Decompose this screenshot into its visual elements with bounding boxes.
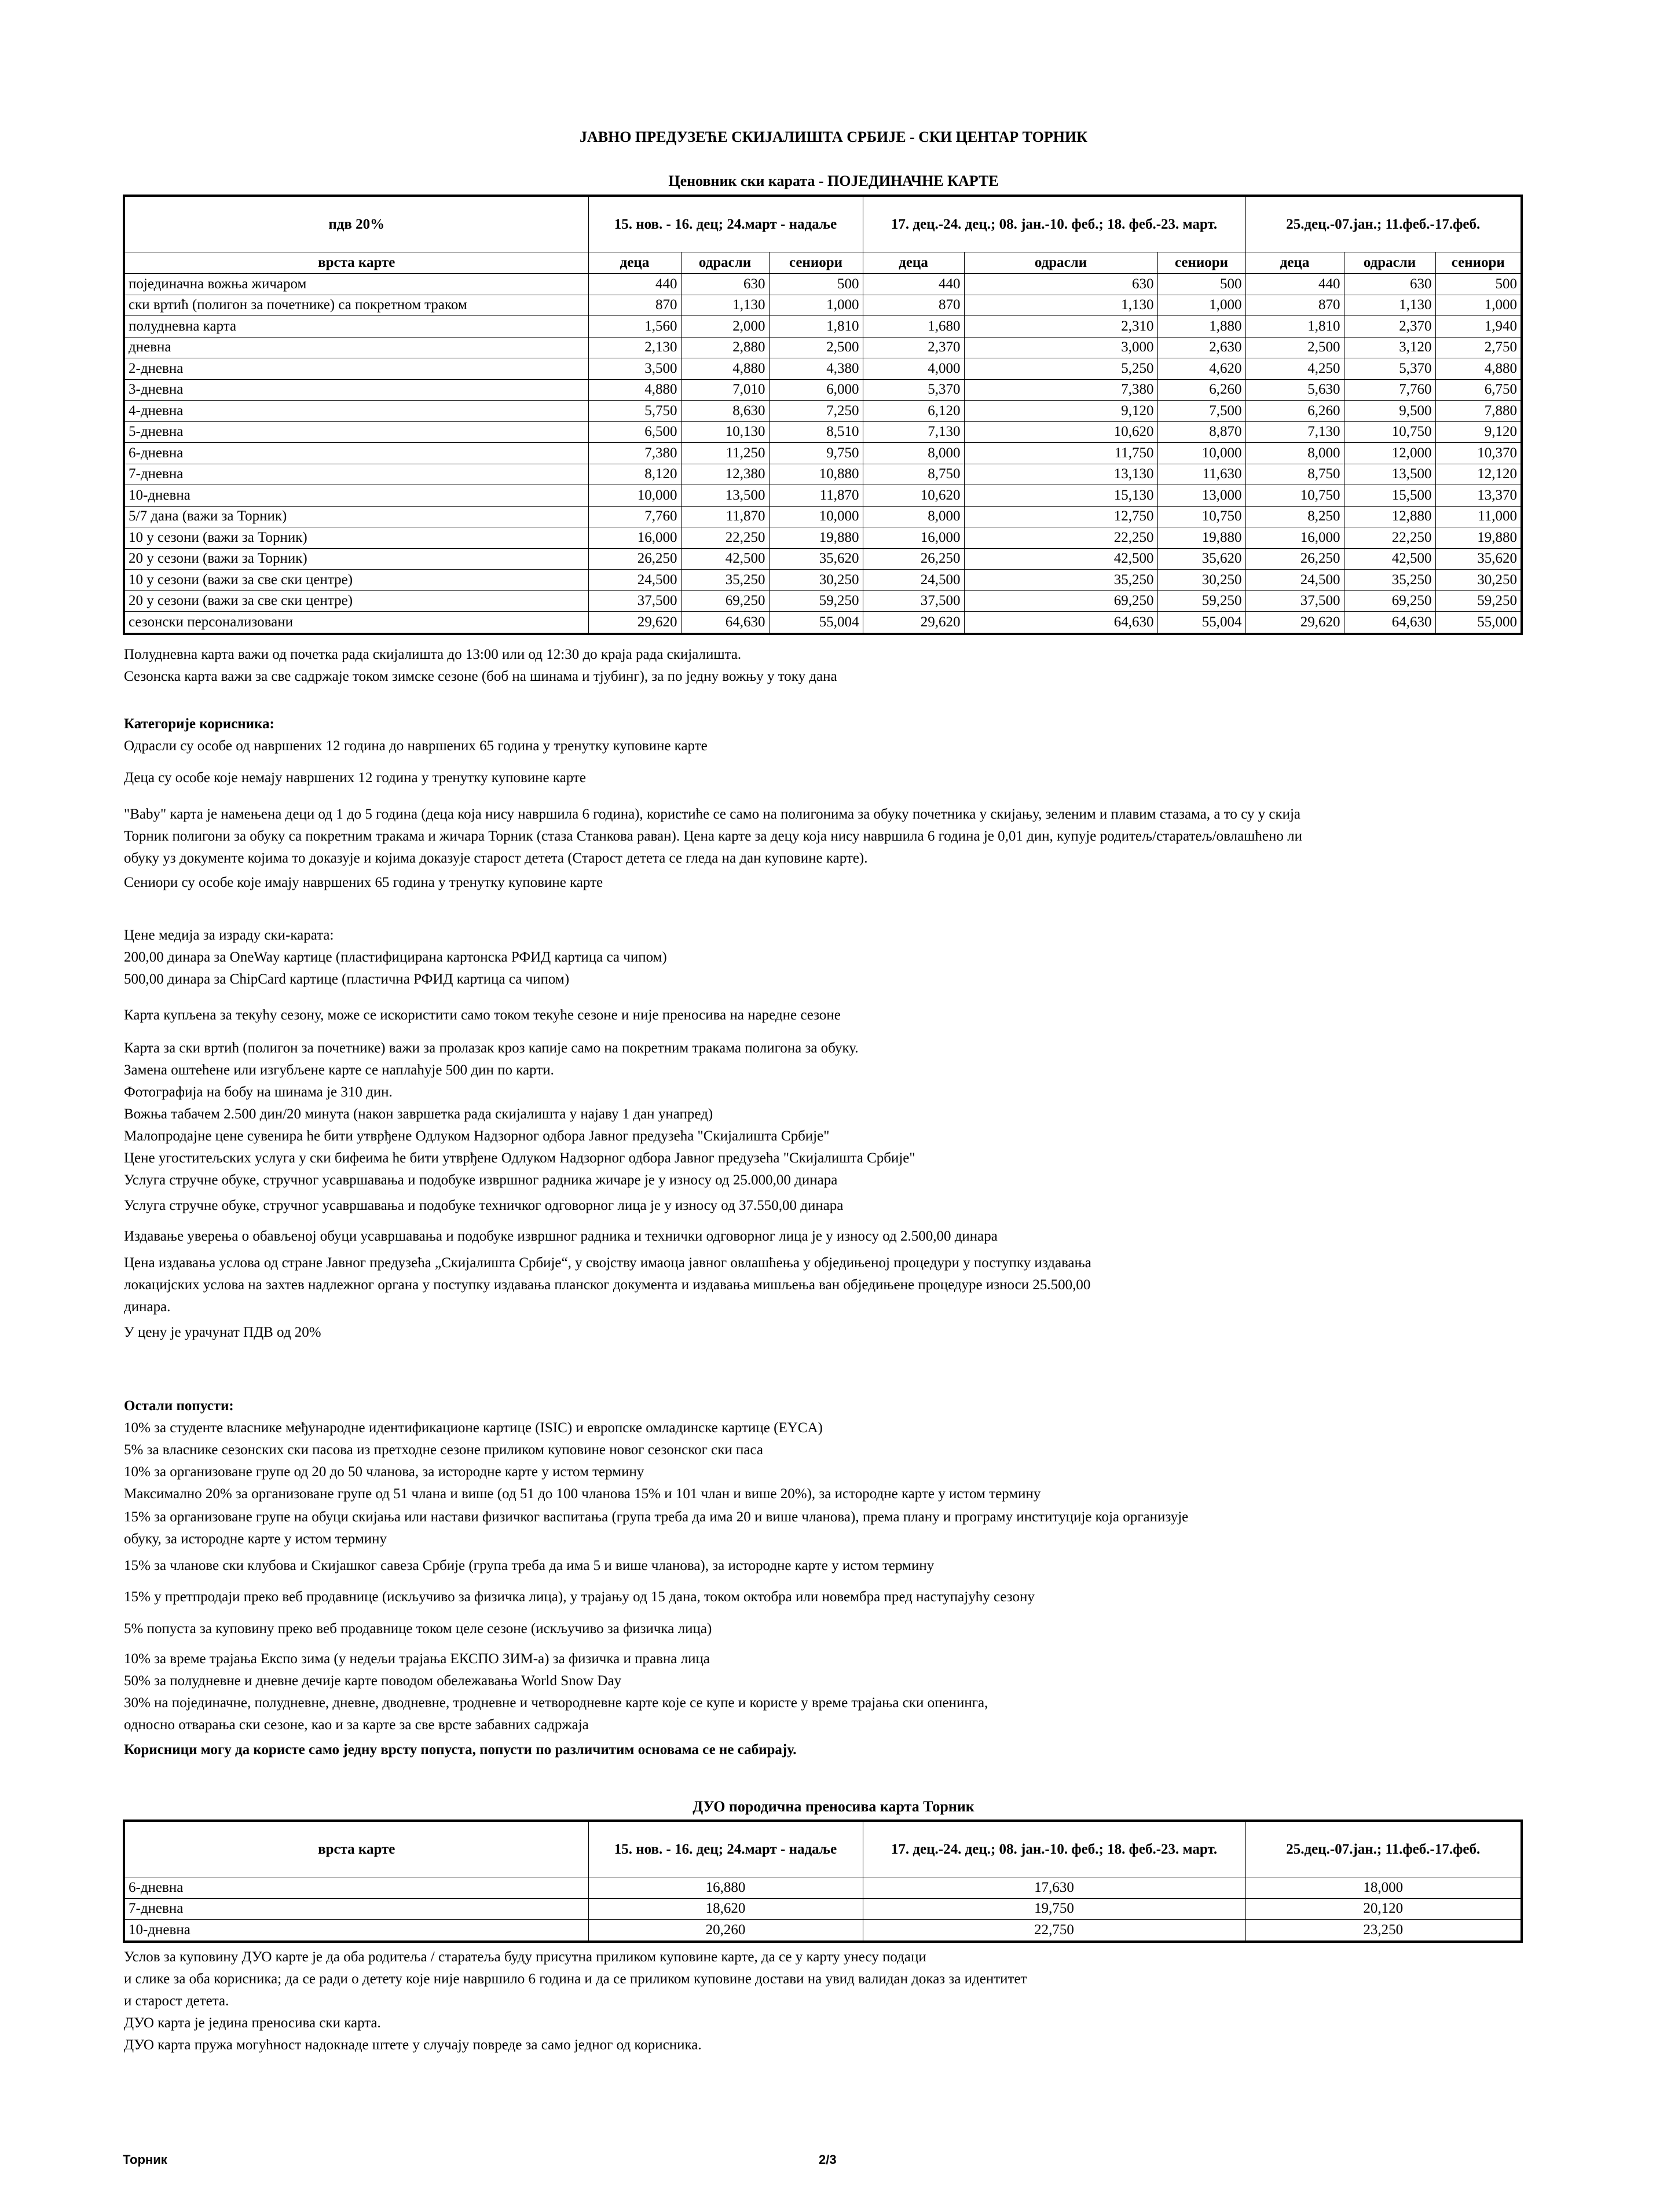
price-cell: 7,010: [681, 379, 769, 401]
table-row: [124, 1920, 1522, 1942]
period-header-3: 25.дец.-07.јан.; 11.феб.-17.феб.: [1245, 1821, 1522, 1877]
price-cell: 30,250: [1157, 570, 1245, 591]
price-cell: 10,750: [1245, 485, 1344, 507]
price-cell: 64,630: [681, 612, 769, 634]
price-cell: 2,500: [769, 337, 863, 358]
conditions-block: [124, 1252, 1548, 1318]
price-cell: 22,250: [964, 527, 1157, 549]
price-cell: 42,500: [1344, 548, 1435, 570]
footer-left: Торник: [123, 2152, 167, 2167]
price-cell: 12,380: [681, 464, 769, 485]
price-cell: 7,380: [588, 443, 681, 464]
table-row: [124, 316, 1522, 338]
note-season: Сезонска карта важи за све садржаје током зимске сезоне (боб на шинама и тјубинг), за по једну вожњу у току дана: [124, 669, 837, 684]
price-cell: 4,000: [863, 358, 964, 380]
price-cell: 42,500: [964, 548, 1157, 570]
row-label: 7-дневна: [124, 464, 588, 485]
price-cell: 870: [588, 295, 681, 316]
table-row: [124, 527, 1522, 549]
discount-line: 10% за време трајања Експо зима (у недељи трајања ЕКСПО ЗИМ-а) за физичка и правна лица: [124, 1651, 710, 1667]
price-cell: 26,250: [588, 548, 681, 570]
price-cell: 11,630: [1157, 464, 1245, 485]
price-cell: 11,750: [964, 443, 1157, 464]
price-cell: 64,630: [1344, 612, 1435, 634]
price-cell: 5,370: [1344, 358, 1435, 380]
discount-line: 5% за власнике сезонских ски пасова из претходне сезоне приликом куповине новог сезонског ски паса: [124, 1442, 763, 1458]
category-seniors-block: [124, 872, 1548, 894]
price-cell: 3,000: [964, 337, 1157, 358]
single-discount-note-block: [124, 1739, 1548, 1761]
price-cell: 12,000: [1344, 443, 1435, 464]
row-label: 10 у сезони (важи за све ски центре): [124, 570, 588, 591]
price-cell: 10,620: [964, 421, 1157, 443]
row-label: 10-дневна: [124, 1920, 588, 1942]
price-cell: 1,940: [1435, 316, 1522, 338]
price-cell: 23,250: [1245, 1920, 1522, 1942]
price-cell: 8,000: [863, 506, 964, 527]
media-line: 500,00 динара за ChipCard картице (пластична РФИД картица са чипом): [124, 971, 570, 987]
price-cell: 7,760: [1344, 379, 1435, 401]
price-cell: 7,380: [964, 379, 1157, 401]
single-tickets-table: [123, 195, 1523, 635]
duo-note: ДУО карта пружа могућност надокнаде штете у случају повреде за само једног од корисника.: [124, 2037, 702, 2053]
price-cell: 1,130: [964, 295, 1157, 316]
price-cell: 8,750: [863, 464, 964, 485]
discount-line: 50% за полудневне и дневне дечије карте поводом обележавања World Snow Day: [124, 1673, 622, 1689]
category-children-block: [124, 767, 1548, 789]
price-cell: 2,370: [863, 337, 964, 358]
price-cell: 19,750: [863, 1898, 1245, 1920]
col-children: деца: [588, 252, 681, 274]
price-cell: 1,880: [1157, 316, 1245, 338]
price-cell: 870: [863, 295, 964, 316]
table-row: [124, 401, 1522, 422]
price-cell: 29,620: [588, 612, 681, 634]
price-cell: 19,880: [1157, 527, 1245, 549]
price-cell: 13,500: [681, 485, 769, 507]
price-cell: 64,630: [964, 612, 1157, 634]
period-header-2: 17. дец.-24. дец.; 08. јан.-10. феб.; 18. феб.-23. март.: [863, 1821, 1245, 1877]
conditions-line: локацијских услова на захтев надлежног органа у поступку издавања планског документа и издавања мишљења ван обједињене процедуре износи 25.500,00: [124, 1277, 1091, 1293]
row-label: 2-дневна: [124, 358, 588, 380]
price-cell: 35,250: [681, 570, 769, 591]
price-cell: 7,500: [1157, 401, 1245, 422]
price-cell: 1,810: [1245, 316, 1344, 338]
single-discount-note: Корисници могу да користе само једну врсту попуста, попусти по различитим основама се не сабирају.: [124, 1742, 797, 1758]
table-row: [124, 548, 1522, 570]
table-row: [124, 464, 1522, 485]
price-cell: 630: [1344, 274, 1435, 295]
price-cell: 35,250: [1344, 570, 1435, 591]
price-cell: 10,130: [681, 421, 769, 443]
price-cell: 18,620: [588, 1898, 863, 1920]
price-cell: 1,130: [1344, 295, 1435, 316]
conditions-line: Цена издавања услова од стране Јавног предузећа „Скијалишта Србије“, у својству имаоца јавног овлашћења у обједињеној процедури у поступку издавања: [124, 1255, 1091, 1271]
price-cell: 15,130: [964, 485, 1157, 507]
price-cell: 2,370: [1344, 316, 1435, 338]
price-cell: 30,250: [1435, 570, 1522, 591]
price-cell: 16,000: [863, 527, 964, 549]
row-label: 6-дневна: [124, 1877, 588, 1899]
price-cell: 22,250: [681, 527, 769, 549]
price-cell: 9,500: [1344, 401, 1435, 422]
vat-note: У цену је урачунат ПДВ од 20%: [124, 1325, 321, 1340]
price-cell: 55,000: [1435, 612, 1522, 634]
price-cell: 9,120: [1435, 421, 1522, 443]
price-cell: 6,120: [863, 401, 964, 422]
row-label: 3-дневна: [124, 379, 588, 401]
price-cell: 13,000: [1157, 485, 1245, 507]
price-cell: 1,810: [769, 316, 863, 338]
main-title: ЈАВНО ПРЕДУЗЕЋЕ СКИЈАЛИШТА СРБИЈЕ - СКИ ЦЕНТАР ТОРНИК: [579, 129, 1088, 145]
category-adults: Одрасли су особе од навршених 12 година до навршених 65 година у тренутку куповине карте: [124, 738, 708, 754]
categories-heading: Категорије корисника:: [124, 716, 274, 732]
price-cell: 13,370: [1435, 485, 1522, 507]
price-cell: 7,130: [863, 421, 964, 443]
row-label: 5/7 дана (важи за Торник): [124, 506, 588, 527]
table-row: [124, 274, 1522, 295]
price-cell: 6,260: [1245, 401, 1344, 422]
category-children: Деца су особе које немају навршених 12 година у тренутку куповине карте: [124, 770, 586, 786]
price-cell: 24,500: [863, 570, 964, 591]
footer-page-number: 2/3: [819, 2152, 837, 2167]
discounts-heading: Остали попусти:: [124, 1398, 234, 1414]
row-label: 20 у сезони (важи за Торник): [124, 548, 588, 570]
row-label: дневна: [124, 337, 588, 358]
price-cell: 8,630: [681, 401, 769, 422]
table-row: [124, 1898, 1522, 1920]
price-cell: 10,000: [769, 506, 863, 527]
row-label: ски вртић (полигон за почетнике) са покретном траком: [124, 295, 588, 316]
discount-club: 15% за чланове ски клубова и Скијашког савеза Србије (група треба да има 5 и више чланова), за истородне карте у истом термину: [124, 1558, 935, 1573]
price-cell: 7,880: [1435, 401, 1522, 422]
price-cell: 12,120: [1435, 464, 1522, 485]
media-block: [124, 925, 1548, 991]
discount-line: 30% на појединачне, полудневне, дневне, дводневне, тродневне и четвородневне карте које се купе и користе у време трајања ски опенинга,: [124, 1695, 988, 1711]
price-cell: 35,250: [964, 570, 1157, 591]
category-baby-line: обуку уз документе којима то доказује и којима доказује старост детета (Старост детета се гледа на дан куповине карте).: [124, 850, 868, 866]
price-cell: 440: [863, 274, 964, 295]
price-cell: 2,000: [681, 316, 769, 338]
price-cell: 55,004: [1157, 612, 1245, 634]
price-cell: 1,680: [863, 316, 964, 338]
discounts-group-b: [124, 1506, 1548, 1550]
price-cell: 6,260: [1157, 379, 1245, 401]
misc-block: [124, 1037, 1548, 1191]
price-cell: 870: [1245, 295, 1344, 316]
table-row: [124, 295, 1522, 316]
price-cell: 13,130: [964, 464, 1157, 485]
price-cell: 5,630: [1245, 379, 1344, 401]
misc-line: Карта за ски вртић (полигон за почетнике) важи за пролазак кроз капије само на покретним тракама полигона за обуку.: [124, 1040, 859, 1056]
table2-title: ДУО породична преносива карта Торник: [693, 1798, 974, 1815]
price-cell: 20,120: [1245, 1898, 1522, 1920]
price-cell: 630: [681, 274, 769, 295]
price-cell: 55,004: [769, 612, 863, 634]
price-cell: 11,000: [1435, 506, 1522, 527]
price-cell: 26,250: [863, 548, 964, 570]
table-row: [124, 337, 1522, 358]
price-cell: 440: [588, 274, 681, 295]
price-cell: 4,880: [681, 358, 769, 380]
duo-note: Услов за куповину ДУО карте је да оба родитеља / старатеља буду присутна приликом куповине карте, да се у карту унесу подаци: [124, 1949, 926, 1965]
price-cell: 9,750: [769, 443, 863, 464]
price-cell: 22,250: [1344, 527, 1435, 549]
price-cell: 37,500: [863, 590, 964, 612]
price-cell: 3,500: [588, 358, 681, 380]
period-header-1: 15. нов. - 16. дец; 24.март - надаље: [588, 1821, 863, 1877]
discount-presale: 15% у претпродаји преко веб продавнице (искључиво за физичка лица), у трајању од 15 дана, током октобра или новембра пред наступајућу сезону: [124, 1589, 1035, 1605]
price-cell: 69,250: [1344, 590, 1435, 612]
misc-line: Замена оштећене или изгубљене карте се наплаћује 500 дин по карти.: [124, 1062, 554, 1078]
price-cell: 2,630: [1157, 337, 1245, 358]
price-cell: 10,000: [588, 485, 681, 507]
media-line: 200,00 динара за OneWay картице (пластифицирана картонска РФИД картица са чипом): [124, 949, 667, 965]
price-cell: 59,250: [769, 590, 863, 612]
price-cell: 37,500: [1245, 590, 1344, 612]
table-row: [124, 421, 1522, 443]
period-header-3: 25.дец.-07.јан.; 11.феб.-17.феб.: [1245, 196, 1522, 252]
table-row: [124, 443, 1522, 464]
price-cell: 4,880: [1435, 358, 1522, 380]
category-baby-line: "Baby" карта је намењена деци од 1 до 5 година (деца која нису навршила 6 година), користиће се само на полигонима за обуку почетника у скијању, зеленим и плавим стазама, а то су у скија: [124, 806, 1301, 822]
price-cell: 19,880: [769, 527, 863, 549]
price-cell: 16,000: [1245, 527, 1344, 549]
category-seniors: Сениори су особе које имају навршених 65 година у тренутку куповине карте: [124, 875, 603, 890]
price-cell: 2,500: [1245, 337, 1344, 358]
price-cell: 26,250: [1245, 548, 1344, 570]
row-label: појединачна вожња жичаром: [124, 274, 588, 295]
discount-line: 15% за организоване групе на обуци скијања или настави физичког васпитања (група треба да има 20 и више чланова), према плану и програму институције која организује: [124, 1509, 1189, 1525]
row-label: полудневна карта: [124, 316, 588, 338]
row-label: сезонски персонализовани: [124, 612, 588, 634]
ticket-type-header: врста карте: [124, 1821, 588, 1877]
price-cell: 4,880: [588, 379, 681, 401]
discount-line: Максимално 20% за организоване групе од 51 члана и више (од 51 до 100 чланова 15% и 101 члан и више 20%), за истородне карте у истом термину: [124, 1486, 1041, 1502]
discount-club-block: [124, 1555, 1548, 1577]
price-cell: 4,250: [1245, 358, 1344, 380]
price-cell: 8,000: [863, 443, 964, 464]
price-cell: 12,880: [1344, 506, 1435, 527]
price-cell: 10,000: [1157, 443, 1245, 464]
price-cell: 630: [964, 274, 1157, 295]
price-cell: 37,500: [588, 590, 681, 612]
price-cell: 35,620: [1435, 548, 1522, 570]
price-cell: 1,000: [1435, 295, 1522, 316]
price-cell: 8,120: [588, 464, 681, 485]
price-cell: 500: [769, 274, 863, 295]
misc-line: Услуга стручне обуке, стручног усавршавања и подобуке извршног радника жичаре је у износу од 25.000,00 динара: [124, 1172, 838, 1188]
cert-line: Издавање уверења о обављеној обуци усавршавања и подобуке извршног радника и технички одговорног лица је у износу од 2.500,00 динара: [124, 1228, 998, 1244]
media-heading: Цене медија за израду ски-карата:: [124, 927, 334, 943]
price-cell: 69,250: [964, 590, 1157, 612]
price-cell: 20,260: [588, 1920, 863, 1942]
price-cell: 24,500: [1245, 570, 1344, 591]
season-note: Карта купљена за текућу сезону, може се искористити само током текуће сезоне и није преносива на наредне сезоне: [124, 1007, 841, 1023]
price-cell: 22,750: [863, 1920, 1245, 1942]
price-cell: 7,130: [1245, 421, 1344, 443]
col-seniors: сениори: [1157, 252, 1245, 274]
price-cell: 42,500: [681, 548, 769, 570]
category-baby-line: Торник полигони за обуку са покретним тракама и жичара Торник (стаза Станкова раван). Цена карте за децу која нису навршила 6 година је 0,01 дин, купује родитељ/старатељ/овлашћено ли: [124, 828, 1303, 844]
price-cell: 59,250: [1435, 590, 1522, 612]
price-cell: 500: [1157, 274, 1245, 295]
price-cell: 12,750: [964, 506, 1157, 527]
price-cell: 16,000: [588, 527, 681, 549]
duo-ticket-table: [123, 1820, 1523, 1943]
price-cell: 500: [1435, 274, 1522, 295]
price-cell: 4,380: [769, 358, 863, 380]
price-cell: 1,000: [1157, 295, 1245, 316]
price-cell: 2,130: [588, 337, 681, 358]
price-cell: 19,880: [1435, 527, 1522, 549]
col-adults: одрасли: [964, 252, 1157, 274]
price-cell: 8,870: [1157, 421, 1245, 443]
row-label: 10 у сезони (важи за Торник): [124, 527, 588, 549]
discount-presale-block: [124, 1586, 1548, 1608]
col-seniors: сениори: [769, 252, 863, 274]
price-cell: 1,000: [769, 295, 863, 316]
col-adults: одрасли: [681, 252, 769, 274]
price-cell: 35,620: [1157, 548, 1245, 570]
discount-line: 10% за студенте власнике међународне идентификационе картице (ISIC) и европске омладинске картице (EYCA): [124, 1420, 823, 1436]
discounts-group-c: [124, 1648, 1548, 1736]
price-cell: 11,870: [769, 485, 863, 507]
table-row: [124, 570, 1522, 591]
col-children: деца: [863, 252, 964, 274]
notes-block-1: [124, 644, 1548, 688]
price-cell: 6,000: [769, 379, 863, 401]
price-cell: 8,750: [1245, 464, 1344, 485]
price-cell: 13,500: [1344, 464, 1435, 485]
col-adults: одрасли: [1344, 252, 1435, 274]
price-cell: 7,760: [588, 506, 681, 527]
categories-block: [124, 713, 1548, 757]
row-label: 6-дневна: [124, 443, 588, 464]
price-cell: 18,000: [1245, 1877, 1522, 1899]
price-cell: 6,500: [588, 421, 681, 443]
price-cell: 10,620: [863, 485, 964, 507]
price-cell: 29,620: [863, 612, 964, 634]
row-label: 7-дневна: [124, 1898, 588, 1920]
price-cell: 2,310: [964, 316, 1157, 338]
price-cell: 8,250: [1245, 506, 1344, 527]
cert-line-block: [124, 1226, 1548, 1248]
price-cell: 30,250: [769, 570, 863, 591]
duo-note: и слике за оба корисника; да се ради о детету које није навршило 6 година и да се приликом куповине достави на увид валидан доказ за идентитет: [124, 1971, 1027, 1987]
price-cell: 11,870: [681, 506, 769, 527]
discount-line: 10% за организоване групе од 20 до 50 чланова, за истородне карте у истом термину: [124, 1464, 644, 1480]
price-cell: 7,250: [769, 401, 863, 422]
price-cell: 5,250: [964, 358, 1157, 380]
price-cell: 1,130: [681, 295, 769, 316]
table-row: [124, 358, 1522, 380]
price-cell: 35,620: [769, 548, 863, 570]
duo-note: и старост детета.: [124, 1993, 229, 2009]
discount-line: односно отварања ски сезоне, као и за карте за све врсте забавних садржаја: [124, 1717, 589, 1733]
misc-line: Фотографија на бобу на шинама је 310 дин.: [124, 1084, 393, 1100]
period-header-1: 15. нов. - 16. дец; 24.март - надаље: [588, 196, 863, 252]
price-cell: 16,880: [588, 1877, 863, 1899]
price-cell: 5,750: [588, 401, 681, 422]
duo-note: ДУО карта је једина преносива ски карта.: [124, 2015, 381, 2031]
price-cell: 8,510: [769, 421, 863, 443]
misc-line: Малопродајне цене сувенира ће бити утврђене Одлуком Надзорног одбора Јавног предузећа "Скијалишта Србије": [124, 1128, 830, 1144]
price-cell: 1,560: [588, 316, 681, 338]
row-label: 10-дневна: [124, 485, 588, 507]
ticket-type-header: врста карте: [124, 252, 588, 274]
price-cell: 11,250: [681, 443, 769, 464]
price-cell: 8,000: [1245, 443, 1344, 464]
col-children: деца: [1245, 252, 1344, 274]
misc-line: Цене угоститељских услуга у ски бифеима ће бити утврђене Одлуком Надзорног одбора Јавног предузећа "Скијалишта Србије": [124, 1150, 915, 1166]
service-line-block: [124, 1195, 1548, 1217]
discount-webshop: 5% попуста за куповину преко веб продавнице током целе сезоне (искључиво за физичка лица): [124, 1621, 712, 1637]
price-cell: 4,620: [1157, 358, 1245, 380]
period-header-2: 17. дец.-24. дец.; 08. јан.-10. феб.; 18. феб.-23. март.: [863, 196, 1245, 252]
price-cell: 10,880: [769, 464, 863, 485]
discount-webshop-block: [124, 1618, 1548, 1640]
vat-note-block: [124, 1322, 1548, 1344]
price-cell: 29,620: [1245, 612, 1344, 634]
season-note-block: [124, 1004, 1548, 1026]
duo-notes-block: [124, 1946, 1548, 2056]
category-baby-block: [124, 804, 1548, 870]
table1-title: Ценовник ски карата - ПОЈЕДИНАЧНЕ КАРТЕ: [668, 173, 999, 189]
table-row: [124, 590, 1522, 612]
table-row: [124, 506, 1522, 527]
price-cell: 69,250: [681, 590, 769, 612]
price-cell: 10,750: [1157, 506, 1245, 527]
row-label: 4-дневна: [124, 401, 588, 422]
table-row: [124, 485, 1522, 507]
table-row: [124, 612, 1522, 634]
price-cell: 24,500: [588, 570, 681, 591]
row-label: 5-дневна: [124, 421, 588, 443]
discount-line: обуку, за истородне карте у истом термину: [124, 1531, 387, 1547]
price-cell: 2,880: [681, 337, 769, 358]
price-cell: 2,750: [1435, 337, 1522, 358]
discounts-block: [124, 1395, 1548, 1505]
price-cell: 5,370: [863, 379, 964, 401]
col-seniors: сениори: [1435, 252, 1522, 274]
price-cell: 9,120: [964, 401, 1157, 422]
misc-line: Вожња табачем 2.500 дин/20 минута (након завршетка рада скијалишта у најаву 1 дан унапред): [124, 1106, 713, 1122]
price-cell: 440: [1245, 274, 1344, 295]
price-cell: 3,120: [1344, 337, 1435, 358]
price-cell: 17,630: [863, 1877, 1245, 1899]
vat-label: пдв 20%: [124, 196, 588, 252]
price-cell: 15,500: [1344, 485, 1435, 507]
price-cell: 59,250: [1157, 590, 1245, 612]
price-cell: 6,750: [1435, 379, 1522, 401]
table-row: [124, 1877, 1522, 1899]
service-line: Услуга стручне обуке, стручног усавршавања и подобуке техничког одговорног лица је у износу од 37.550,00 динара: [124, 1198, 844, 1213]
price-cell: 10,750: [1344, 421, 1435, 443]
note-half-day: Полудневна карта важи од почетка рада скијалишта до 13:00 или од 12:30 до краја рада скијалишта.: [124, 647, 742, 662]
conditions-line: динара.: [124, 1299, 171, 1315]
table-row: [124, 379, 1522, 401]
row-label: 20 у сезони (важи за све ски центре): [124, 590, 588, 612]
price-cell: 10,370: [1435, 443, 1522, 464]
